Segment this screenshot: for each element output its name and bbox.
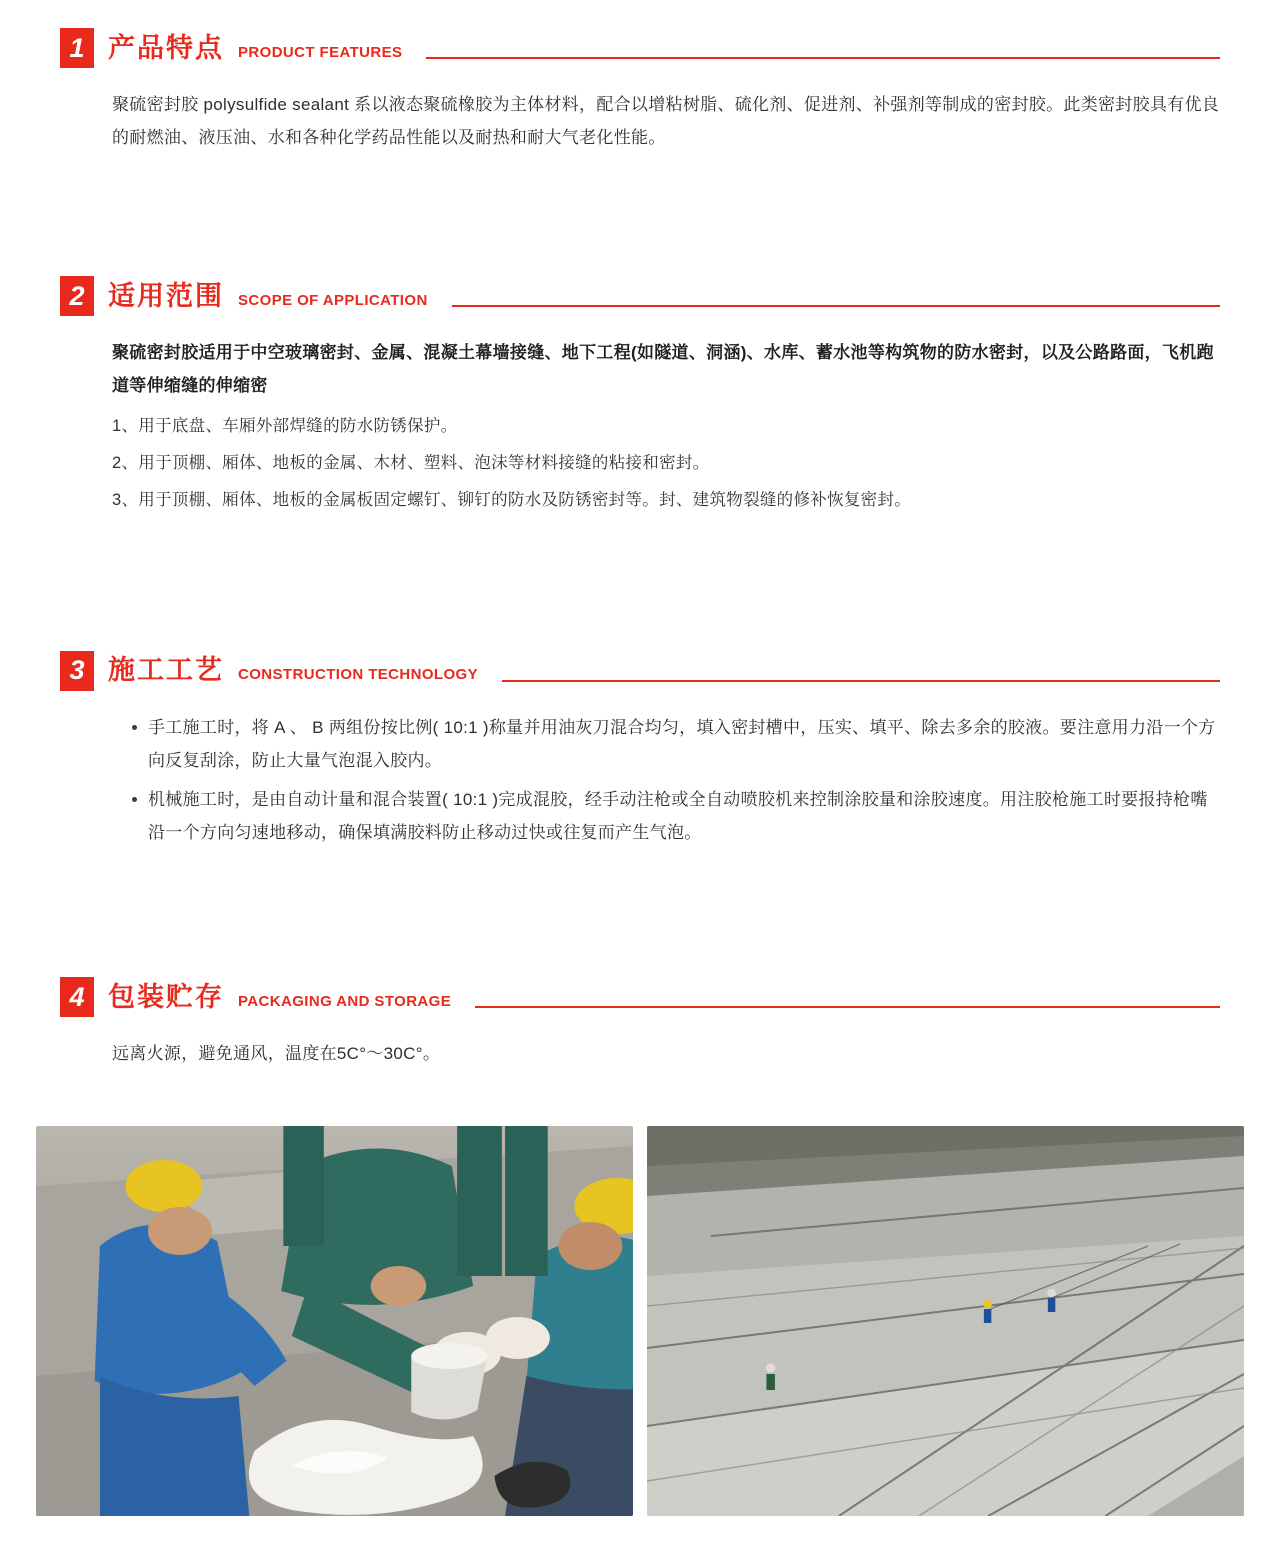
section-product-features [60, 28, 1220, 154]
section-number-badge: 4 [60, 977, 94, 1017]
section-heading [60, 28, 1220, 74]
spacer [60, 158, 1220, 276]
list-item: 1、用于底盘、车厢外部焊缝的防水防锈保护。 [112, 416, 458, 435]
section-packaging-and-storage [60, 977, 1220, 1070]
paragraph: 远离火源，避免通风，温度在5C°～30C°。 [112, 1044, 441, 1064]
section-title-en: CONSTRUCTION TECHNOLOGY [238, 666, 479, 684]
list-item: 2、用于顶棚、厢体、地板的金属、木材、塑料、泡沫等材料接缝的粘接和密封。 [112, 453, 710, 472]
section-heading [60, 977, 1220, 1023]
list-item: 手工施工时，将 A 、 B 两组份按比例( 10:1 )称量并用油灰刀混合均匀，填入密封槽中，压实、填平、除去多余的胶液。要注意用力沿一个方向反复刮涂，防止大量气泡混入胶内。 [132, 711, 1220, 777]
section-body [60, 74, 1220, 154]
paragraph: 聚硫密封胶 polysulfide sealant 系以液态聚硫橡胶为主体材料，配合以增粘树脂、硫化剂、促进剂、补强剂等制成的密封胶。此类密封胶具有优良的耐燃油、液压油、水和各种化学药品性能以及耐热和耐大气老化性能。 [112, 95, 1220, 148]
heading-rule [475, 1006, 1220, 1008]
section-title-en: PRODUCT FEATURES [238, 43, 403, 61]
section-body [60, 322, 1220, 516]
list-item: 机械施工时，是由自动计量和混合装置( 10:1 )完成混胶，经手动注枪或全自动喷胶机来控制涂胶量和涂胶速度。用注胶枪施工时要报持枪嘴沿一个方向匀速地移动，确保填满胶料防止移动过快或往复而产生气泡。 [132, 783, 1220, 849]
spacer [60, 855, 1220, 977]
section-title-cn: 包装贮存 [108, 981, 224, 1012]
section-number-badge: 2 [60, 276, 94, 316]
section-number-badge: 1 [60, 28, 94, 68]
section-title-en: PACKAGING AND STORAGE [238, 992, 452, 1010]
section-title-cn: 施工工艺 [108, 655, 224, 686]
section-heading [60, 276, 1220, 322]
list-item: 3、用于顶棚、厢体、地板的金属板固定螺钉、铆钉的防水及防锈密封等。封、建筑物裂缝的修补恢复密封。 [112, 491, 912, 510]
section-number-badge: 3 [60, 651, 94, 691]
heading-rule [502, 680, 1220, 682]
section-scope-of-application [60, 276, 1220, 516]
photo-dam-slope-construction [647, 1126, 1244, 1516]
lead-paragraph: 聚硫密封胶适用于中空玻璃密封、金属、混凝土幕墙接缝、地下工程(如隧道、洞涵)、水库、蓄水池等构筑物的防水密封，以及公路路面，飞机跑道等伸缩缝的伸缩密 [112, 343, 1214, 396]
section-body [60, 697, 1220, 850]
section-title-cn: 产品特点 [108, 32, 224, 63]
spacer [60, 523, 1220, 651]
photo-workers-mixing-sealant [36, 1126, 633, 1516]
section-heading [60, 651, 1220, 697]
bullet-list [112, 711, 1220, 850]
photo-gallery [0, 1074, 1280, 1556]
section-title-cn: 适用范围 [108, 280, 224, 311]
section-title-en: SCOPE OF APPLICATION [238, 291, 428, 309]
section-construction-technology [60, 651, 1220, 850]
section-body [60, 1023, 1220, 1070]
heading-rule [426, 57, 1220, 59]
heading-rule [452, 305, 1220, 307]
